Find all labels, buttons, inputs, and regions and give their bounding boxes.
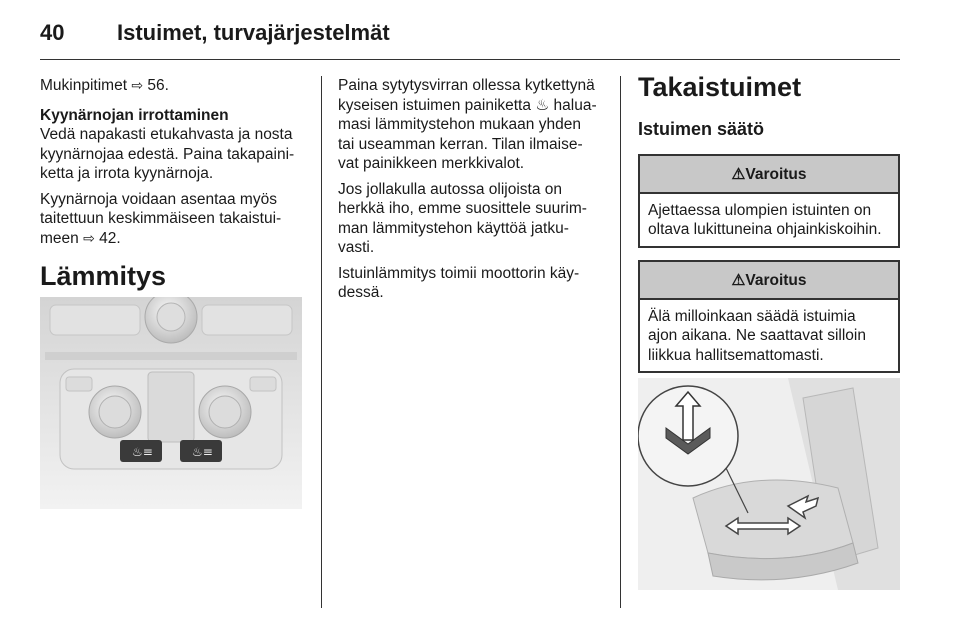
cupholders-ref: Mukinpitimet ⇨ 56.	[40, 77, 169, 94]
sensitive-skin-paragraph: Jos jollakulla autossa olijoista on herkkä iho, emme suosittele suurim- man lämmitystehon käyttöä jatku- vasti.	[338, 180, 587, 256]
heating-instructions: Paina sytytysvirran ollessa kytkettynä kyseisen istuimen painiketta ♨ halua- masi lämmitystehon mukaan yhden tai useamman kerran. Tilan ilmaise- vat painikkeen merkkivalot.	[338, 77, 597, 172]
heating-title: Lämmitys	[40, 261, 167, 291]
column-divider	[620, 76, 621, 608]
rear-seat-photo	[638, 378, 900, 590]
header-rule	[40, 59, 900, 60]
cross-ref-arrow-icon: ⇨	[131, 77, 144, 93]
armrest-mount-paragraph: Kyynärnoja voidaan asentaa myös taitettuun keskimmäiseen takaistui- meen ⇨ 42.	[40, 190, 282, 247]
warning-box	[638, 260, 900, 374]
warning-box	[638, 154, 900, 248]
column-middle	[338, 76, 604, 309]
page-title: Istuimet, turvajärjestelmät	[117, 20, 390, 45]
column-left	[40, 76, 304, 310]
page-header	[40, 14, 900, 54]
page-number: 40	[40, 20, 65, 45]
column-right	[638, 70, 900, 385]
column-divider	[321, 76, 322, 608]
armrest-heading: Kyynärnojan irrottaminen	[40, 106, 229, 124]
seat-heating-icon: ♨	[535, 96, 550, 114]
armrest-paragraph: Vedä napakasti etukahvasta ja nosta kyynärnojaa edestä. Paina takapaini- ketta ja irrota kyynärnoja.	[40, 126, 295, 182]
warning-icon: ⚠	[731, 271, 746, 289]
cross-ref-arrow-icon: ⇨	[83, 229, 95, 246]
svg-text:♨≡: ♨≡	[192, 445, 213, 459]
seat-adjustment-subtitle: Istuimen säätö	[638, 119, 765, 139]
warning-icon: ⚠	[731, 165, 746, 183]
warning-text: Älä milloinkaan säädä istuimia ajon aikana. Ne saattavat silloin liikkua hallitsemattomasti.	[648, 307, 866, 364]
engine-running-paragraph: Istuinlämmitys toimii moottorin käy- dessä.	[338, 264, 580, 301]
rear-seats-title: Takaistuimet	[638, 72, 802, 102]
warning-text: Ajettaessa ulompien istuinten on oltava lukittuneina ohjainkiskoihin.	[648, 201, 882, 238]
warning-header: ⚠Varoitus	[640, 156, 898, 194]
warning-header: ⚠Varoitus	[640, 262, 898, 300]
svg-text:♨≡: ♨≡	[132, 445, 153, 459]
climate-panel-photo	[40, 297, 302, 509]
